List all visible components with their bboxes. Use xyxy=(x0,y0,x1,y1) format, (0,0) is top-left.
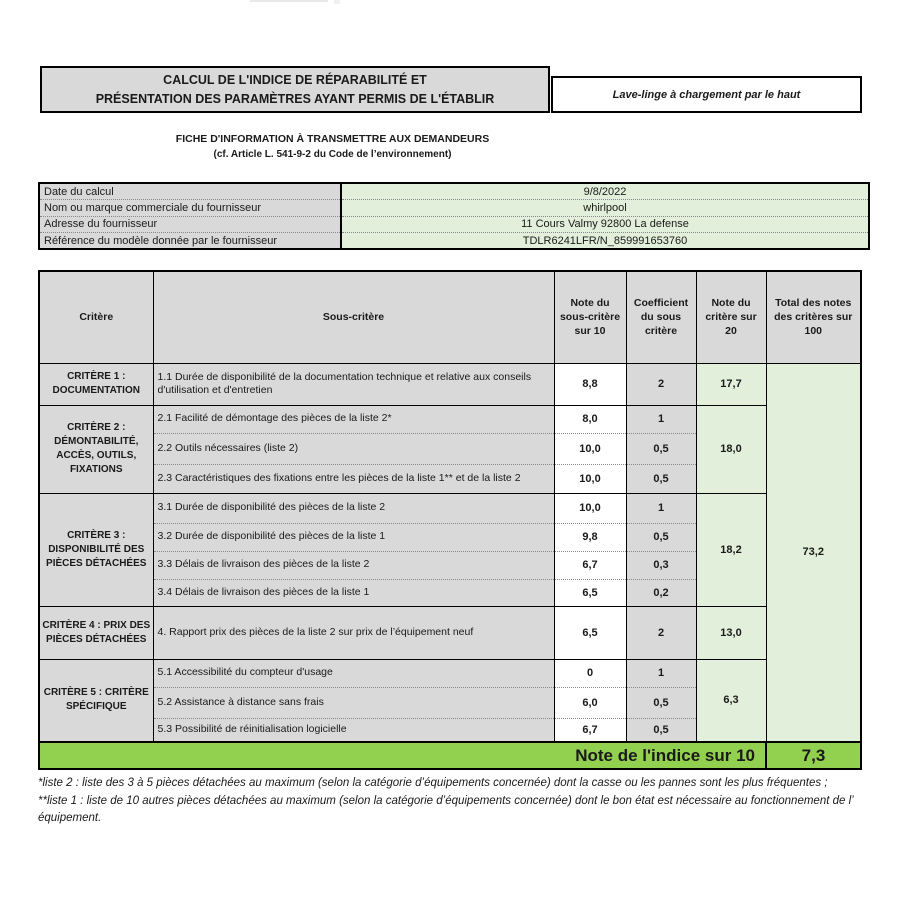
final-index-row xyxy=(39,742,861,769)
coeff-cell: 0,2 xyxy=(626,579,696,606)
col-header-total100: Total des notes des critères sur 100 xyxy=(766,271,861,363)
table-row xyxy=(39,363,861,405)
note10-cell: 6,7 xyxy=(554,718,626,742)
document-title-block xyxy=(40,66,550,113)
document-title-line2: PRÉSENTATION DES PARAMÈTRES AYANT PERMIS DE L'ÉTABLIR xyxy=(95,91,495,106)
coeff-cell: 1 xyxy=(626,659,696,687)
product-category-box xyxy=(551,76,862,113)
critere-1-cell: CRITÈRE 1 : DOCUMENTATION xyxy=(39,363,153,405)
coeff-cell: 2 xyxy=(626,363,696,405)
info-value: whirlpool xyxy=(341,200,869,217)
table-row xyxy=(39,659,861,687)
supplier-info-table xyxy=(38,182,870,250)
total-notes-cell: 73,2 xyxy=(766,363,861,742)
sous-critere-cell: 4. Rapport prix des pièces de la liste 2 sur prix de l’équipement neuf xyxy=(153,606,554,659)
final-index-label: Note de l'indice sur 10 xyxy=(39,742,766,769)
col-header-sous-critere: Sous-critère xyxy=(153,271,554,363)
sous-critere-cell: 2.2 Outils nécessaires (liste 2) xyxy=(153,433,554,464)
col-header-coeff: Coefficient du sous critère xyxy=(626,271,696,363)
info-row-date xyxy=(39,183,869,200)
table-row xyxy=(39,405,861,433)
sous-critere-cell: 3.1 Durée de disponibilité des pièces de la liste 2 xyxy=(153,493,554,523)
note20-critere-3: 18,2 xyxy=(696,493,766,606)
coeff-cell: 2 xyxy=(626,606,696,659)
coeff-cell: 0,5 xyxy=(626,433,696,464)
note10-cell: 9,8 xyxy=(554,523,626,551)
footnotes xyxy=(38,775,870,828)
critere-2-cell: CRITÈRE 2 : DÉMONTABILITÉ, ACCÈS, OUTILS, FIXATIONS xyxy=(39,405,153,493)
sous-critere-cell: 2.3 Caractéristiques des fixations entre les pièces de la liste 1** et de la liste 2 xyxy=(153,464,554,493)
note10-cell: 8,0 xyxy=(554,405,626,433)
coeff-cell: 0,5 xyxy=(626,523,696,551)
note10-cell: 6,0 xyxy=(554,687,626,718)
table-row xyxy=(39,493,861,523)
info-label: Adresse du fournisseur xyxy=(39,216,341,233)
note10-cell: 10,0 xyxy=(554,433,626,464)
subtitle-line2: (cf. Article L. 541-9-2 du Code de l’environnement) xyxy=(213,149,452,160)
note10-cell: 8,8 xyxy=(554,363,626,405)
coeff-cell: 0,5 xyxy=(626,464,696,493)
col-header-note20: Note du critère sur 20 xyxy=(696,271,766,363)
coeff-cell: 1 xyxy=(626,405,696,433)
product-category-label: Lave-linge à chargement par le haut xyxy=(612,88,801,101)
info-label: Date du calcul xyxy=(39,183,341,200)
sous-critere-cell: 3.3 Délais de livraison des pièces de la liste 2 xyxy=(153,551,554,579)
coeff-cell: 0,3 xyxy=(626,551,696,579)
note10-cell: 6,7 xyxy=(554,551,626,579)
info-row-address xyxy=(39,216,869,233)
critere-5-cell: CRITÈRE 5 : CRITÈRE SPÉCIFIQUE xyxy=(39,659,153,742)
note10-cell: 10,0 xyxy=(554,493,626,523)
table-row xyxy=(39,606,861,659)
document-subtitle xyxy=(130,131,535,162)
sous-critere-cell: 3.4 Délais de livraison des pièces de la liste 1 xyxy=(153,579,554,606)
sous-critere-cell: 5.1 Accessibilité du compteur d'usage xyxy=(153,659,554,687)
info-row-brand xyxy=(39,200,869,217)
subtitle-line1: FICHE D'INFORMATION À TRANSMETTRE AUX DEMANDEURS xyxy=(175,133,490,145)
final-index-value: 7,3 xyxy=(766,742,861,769)
note10-cell: 10,0 xyxy=(554,464,626,493)
critere-3-cell: CRITÈRE 3 : DISPONIBILITÉ DES PIÈCES DÉTACHÉES xyxy=(39,493,153,606)
note10-cell: 6,5 xyxy=(554,579,626,606)
note20-critere-2: 18,0 xyxy=(696,405,766,493)
note10-cell: 0 xyxy=(554,659,626,687)
document-title-line1: CALCUL DE L'INDICE DE RÉPARABILITÉ ET xyxy=(163,72,427,87)
info-value: TDLR6241LFR/N_859991653760 xyxy=(341,233,869,250)
footnote-liste2: *liste 2 : liste des 3 à 5 pièces détachées au maximum (selon la catégorie d’équipements concernée) dont la casse ou les pannes sont les plus fréquentes ; xyxy=(38,777,828,789)
sous-critere-cell: 1.1 Durée de disponibilité de la documentation technique et relative aux conseils d'utilisation et d'entretien xyxy=(153,363,554,405)
critere-4-cell: CRITÈRE 4 : PRIX DES PIÈCES DÉTACHÉES xyxy=(39,606,153,659)
note20-critere-5: 6,3 xyxy=(696,659,766,742)
scan-artifact xyxy=(250,0,328,2)
info-label: Référence du modèle donnée par le fournisseur xyxy=(39,233,341,250)
footnote-liste1: **liste 1 : liste de 10 autres pièces détachées au maximum (selon la catégorie d’équipements concernée) dont le bon état est nécessaire au fonctionnement de l’ équipement. xyxy=(38,794,854,824)
coeff-cell: 0,5 xyxy=(626,687,696,718)
note10-cell: 6,5 xyxy=(554,606,626,659)
info-label: Nom ou marque commerciale du fournisseur xyxy=(39,200,341,217)
info-value: 9/8/2022 xyxy=(341,183,869,200)
scan-artifact-dot xyxy=(334,0,340,4)
col-header-critere: Critère xyxy=(39,271,153,363)
table-header-row xyxy=(39,271,861,363)
sous-critere-cell: 5.2 Assistance à distance sans frais xyxy=(153,687,554,718)
sous-critere-cell: 2.1 Facilité de démontage des pièces de la liste 2* xyxy=(153,405,554,433)
sous-critere-cell: 5.3 Possibilité de réinitialisation logicielle xyxy=(153,718,554,742)
info-row-reference xyxy=(39,233,869,250)
note20-critere-1: 17,7 xyxy=(696,363,766,405)
note20-critere-4: 13,0 xyxy=(696,606,766,659)
col-header-note10: Note du sous-critère sur 10 xyxy=(554,271,626,363)
coeff-cell: 0,5 xyxy=(626,718,696,742)
coeff-cell: 1 xyxy=(626,493,696,523)
sous-critere-cell: 3.2 Durée de disponibilité des pièces de la liste 1 xyxy=(153,523,554,551)
info-value: 11 Cours Valmy 92800 La defense xyxy=(341,216,869,233)
criteria-score-table xyxy=(38,270,862,770)
